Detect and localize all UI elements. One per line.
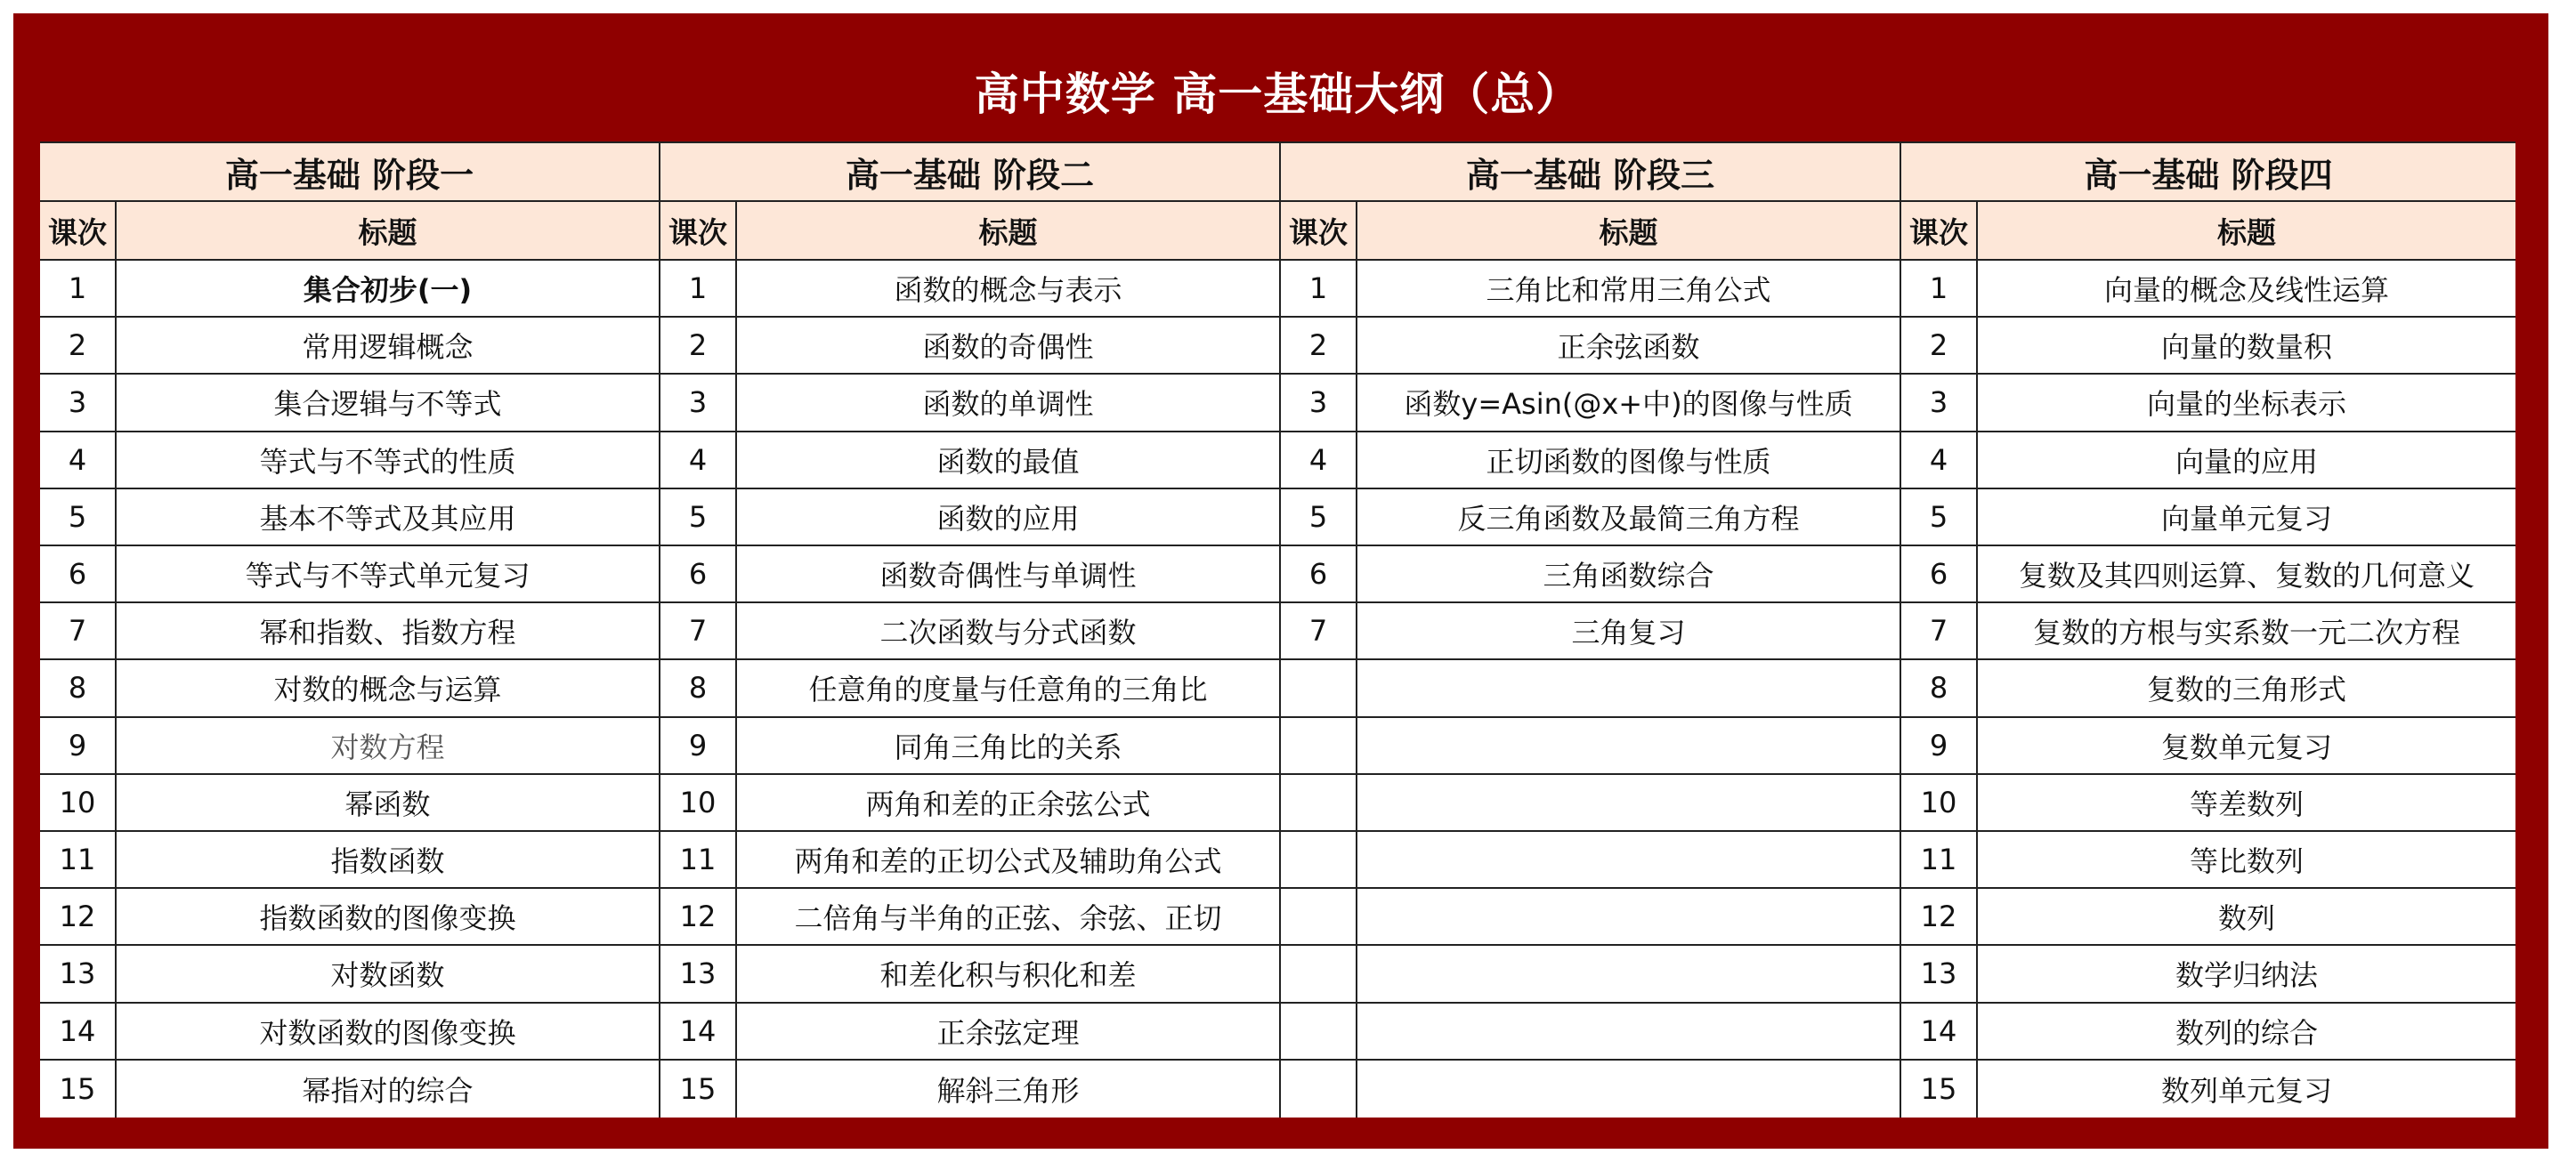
stage-1-lesson-cell-group bbox=[40, 889, 660, 946]
table-row bbox=[40, 261, 2515, 318]
lesson-number: 4 bbox=[660, 432, 737, 489]
lesson-number: 7 bbox=[660, 603, 737, 660]
stage-3-lesson-cell-group bbox=[1281, 261, 1901, 318]
lesson-number: 13 bbox=[40, 946, 117, 1003]
stage-3-lesson-cell-group bbox=[1281, 1004, 1901, 1061]
table-title: 高中数学 高一基础大纲（总） bbox=[40, 39, 2515, 143]
table-row bbox=[40, 489, 2515, 546]
table-row bbox=[40, 546, 2515, 603]
lesson-number: 13 bbox=[1901, 946, 1978, 1003]
stage-2-lesson-cell-group bbox=[660, 489, 1281, 546]
lesson-title: 任意角的度量与任意角的三角比 bbox=[737, 660, 1279, 717]
lesson-number: 6 bbox=[1281, 546, 1357, 603]
lesson-number: 14 bbox=[40, 1004, 117, 1061]
table-row bbox=[40, 318, 2515, 375]
lesson-number: 15 bbox=[1901, 1061, 1978, 1118]
lesson-number bbox=[1281, 832, 1357, 889]
stage-3-lesson-cell-group bbox=[1281, 318, 1901, 375]
stage-2-lesson-cell-group bbox=[660, 889, 1281, 946]
lesson-number: 3 bbox=[40, 375, 117, 432]
lesson-number: 1 bbox=[660, 261, 737, 318]
stage-3-lesson-cell-group bbox=[1281, 832, 1901, 889]
lesson-number: 1 bbox=[1281, 261, 1357, 318]
lesson-title: 数列单元复习 bbox=[2160, 1073, 2332, 1108]
stage-3-lesson-cell-group bbox=[1281, 546, 1901, 603]
lesson-number: 10 bbox=[40, 775, 117, 832]
lesson-number: 9 bbox=[1901, 718, 1978, 775]
stage-3-lesson-cell-group bbox=[1281, 1061, 1901, 1118]
lesson-title: 指数函数 bbox=[117, 832, 659, 889]
lesson-number: 12 bbox=[660, 889, 737, 946]
lesson-title: 向量的坐标表示 bbox=[1978, 375, 2515, 432]
stage-1-lesson-cell-group bbox=[40, 775, 660, 832]
lesson-number: 9 bbox=[660, 718, 737, 775]
lesson-number: 6 bbox=[1901, 546, 1978, 603]
syllabus-table bbox=[40, 39, 2515, 1118]
lesson-number bbox=[1281, 1061, 1357, 1118]
table-row bbox=[40, 603, 2515, 660]
lesson-title: 两角和差的正切公式及辅助角公式 bbox=[737, 832, 1279, 889]
lesson-number bbox=[1281, 660, 1357, 717]
lesson-number-header: 课次 bbox=[660, 202, 737, 261]
stage-2-lesson-cell-group bbox=[660, 832, 1281, 889]
table-row bbox=[40, 1061, 2515, 1118]
stage-3-lesson-cell-group bbox=[1281, 432, 1901, 489]
lesson-number: 5 bbox=[1281, 489, 1357, 546]
table-row bbox=[40, 775, 2515, 832]
table-row bbox=[40, 889, 2515, 946]
stage-1-lesson-cell-group bbox=[40, 832, 660, 889]
lesson-title bbox=[1357, 1061, 1900, 1118]
lesson-title: 等比数列 bbox=[1978, 832, 2515, 889]
lesson-number-header: 课次 bbox=[1281, 202, 1357, 261]
lesson-number: 10 bbox=[1901, 775, 1978, 832]
lesson-number bbox=[1281, 889, 1357, 946]
table-row bbox=[40, 718, 2515, 775]
lesson-title: 幂函数 bbox=[117, 775, 659, 832]
lesson-number: 9 bbox=[40, 718, 117, 775]
lesson-number: 14 bbox=[1901, 1004, 1978, 1061]
lesson-number: 6 bbox=[40, 546, 117, 603]
document-frame bbox=[13, 13, 2548, 1149]
lesson-title: 数列 bbox=[1978, 889, 2515, 946]
table-row bbox=[40, 946, 2515, 1003]
lesson-number: 4 bbox=[1281, 432, 1357, 489]
lesson-title bbox=[1357, 889, 1900, 946]
lesson-number: 5 bbox=[40, 489, 117, 546]
lesson-number: 3 bbox=[1281, 375, 1357, 432]
lesson-number: 7 bbox=[1901, 603, 1978, 660]
lesson-title: 函数的最值 bbox=[737, 432, 1279, 489]
table-row bbox=[40, 375, 2515, 432]
column-header-row bbox=[40, 202, 2515, 261]
stage-2-lesson-cell-group bbox=[660, 432, 1281, 489]
stage-4-lesson-cell-group bbox=[1901, 489, 2515, 546]
lesson-number: 5 bbox=[660, 489, 737, 546]
lesson-title: 等式与不等式的性质 bbox=[117, 432, 659, 489]
lesson-title: 同角三角比的关系 bbox=[737, 718, 1279, 775]
lesson-title: 复数的方根与实系数一元二次方程 bbox=[1978, 603, 2515, 660]
stage-1-lesson-cell-group bbox=[40, 660, 660, 717]
lesson-title bbox=[1357, 775, 1900, 832]
lesson-number: 12 bbox=[40, 889, 117, 946]
lesson-number: 12 bbox=[1901, 889, 1978, 946]
lesson-title bbox=[1357, 946, 1900, 1003]
lesson-title: 解斜三角形 bbox=[936, 1073, 1080, 1108]
stage-1-lesson-cell-group bbox=[40, 1004, 660, 1061]
lesson-number bbox=[1281, 946, 1357, 1003]
stage-1-lesson-cell-group bbox=[40, 318, 660, 375]
stage-2-lesson-cell-group bbox=[660, 318, 1281, 375]
lesson-title: 函数奇偶性与单调性 bbox=[737, 546, 1279, 603]
stage-header-4: 高一基础 阶段四 bbox=[1901, 143, 2515, 202]
lesson-number: 5 bbox=[1901, 489, 1978, 546]
stage-2-lesson-cell-group bbox=[660, 946, 1281, 1003]
lesson-number: 1 bbox=[1901, 261, 1978, 318]
lesson-title-header: 标题 bbox=[1357, 202, 1900, 261]
lesson-number-header: 课次 bbox=[40, 202, 117, 261]
lesson-number: 4 bbox=[1901, 432, 1978, 489]
stage-2-lesson-cell-group bbox=[660, 775, 1281, 832]
stage-1-lesson-cell-group bbox=[40, 1061, 660, 1118]
lesson-title: 和差化积与积化和差 bbox=[737, 946, 1279, 1003]
lesson-title-header: 标题 bbox=[737, 202, 1279, 261]
lesson-number: 1 bbox=[40, 261, 117, 318]
lesson-number: 10 bbox=[660, 775, 737, 832]
stage-1-lesson-cell-group bbox=[40, 489, 660, 546]
stage-3-lesson-cell-group bbox=[1281, 660, 1901, 717]
stage-3-lesson-cell-group bbox=[1281, 603, 1901, 660]
stage-2-lesson-cell-group bbox=[660, 718, 1281, 775]
lesson-title: 对数函数 bbox=[117, 946, 659, 1003]
lesson-title: 等差数列 bbox=[1978, 775, 2515, 832]
stage-3-lesson-cell-group bbox=[1281, 375, 1901, 432]
lesson-number bbox=[1281, 775, 1357, 832]
stage-2-lesson-cell-group bbox=[660, 1061, 1281, 1118]
lesson-title: 常用逻辑概念 bbox=[117, 318, 659, 375]
lesson-number: 3 bbox=[660, 375, 737, 432]
lesson-number: 2 bbox=[1281, 318, 1357, 375]
lesson-number: 14 bbox=[660, 1004, 737, 1061]
lesson-title: 复数及其四则运算、复数的几何意义 bbox=[1978, 546, 2515, 603]
stage-1-lesson-cell-group bbox=[40, 546, 660, 603]
column-header-group-1 bbox=[40, 202, 660, 261]
lesson-title: 三角比和常用三角公式 bbox=[1357, 261, 1900, 318]
stage-4-lesson-cell-group bbox=[1901, 318, 2515, 375]
lesson-number: 2 bbox=[40, 318, 117, 375]
stage-2-lesson-cell-group bbox=[660, 1004, 1281, 1061]
lesson-title: 函数的概念与表示 bbox=[737, 261, 1279, 318]
lesson-title: 等式与不等式单元复习 bbox=[117, 546, 659, 603]
lesson-number: 3 bbox=[1901, 375, 1978, 432]
lesson-number: 7 bbox=[40, 603, 117, 660]
stage-4-lesson-cell-group bbox=[1901, 261, 2515, 318]
lesson-number: 6 bbox=[660, 546, 737, 603]
stage-4-lesson-cell-group bbox=[1901, 546, 2515, 603]
stage-1-lesson-cell-group bbox=[40, 375, 660, 432]
lesson-title: 反三角函数及最简三角方程 bbox=[1357, 489, 1900, 546]
stage-4-lesson-cell-group bbox=[1901, 1004, 2515, 1061]
table-row bbox=[40, 660, 2515, 717]
lesson-title: 二次函数与分式函数 bbox=[737, 603, 1279, 660]
stage-3-lesson-cell-group bbox=[1281, 489, 1901, 546]
lesson-title: 幂指对的综合 bbox=[302, 1073, 474, 1108]
stage-2-lesson-cell-group bbox=[660, 603, 1281, 660]
stage-4-lesson-cell-group bbox=[1901, 889, 2515, 946]
lesson-number: 2 bbox=[1901, 318, 1978, 375]
stage-4-lesson-cell-group bbox=[1901, 660, 2515, 717]
column-header-group-2 bbox=[660, 202, 1281, 261]
lesson-title: 复数单元复习 bbox=[1978, 718, 2515, 775]
stage-4-lesson-cell-group bbox=[1901, 775, 2515, 832]
lesson-title: 向量的应用 bbox=[1978, 432, 2515, 489]
table-row bbox=[40, 432, 2515, 489]
lesson-number: 15 bbox=[660, 1061, 737, 1118]
lesson-number: 11 bbox=[1901, 832, 1978, 889]
stage-1-lesson-cell-group bbox=[40, 603, 660, 660]
lesson-title-header: 标题 bbox=[1978, 202, 2515, 261]
stage-2-lesson-cell-group bbox=[660, 546, 1281, 603]
lesson-title-header: 标题 bbox=[117, 202, 659, 261]
stage-2-lesson-cell-group bbox=[660, 660, 1281, 717]
lesson-title: 向量的概念及线性运算 bbox=[1978, 261, 2515, 318]
lesson-title: 对数方程 bbox=[117, 718, 659, 775]
lesson-title: 向量的数量积 bbox=[1978, 318, 2515, 375]
stage-1-lesson-cell-group bbox=[40, 432, 660, 489]
lesson-number: 11 bbox=[660, 832, 737, 889]
lesson-title: 函数的单调性 bbox=[737, 375, 1279, 432]
lesson-number: 13 bbox=[660, 946, 737, 1003]
table-row bbox=[40, 832, 2515, 889]
lesson-title: 数列的综合 bbox=[1978, 1004, 2515, 1061]
stage-2-lesson-cell-group bbox=[660, 375, 1281, 432]
lesson-number: 2 bbox=[660, 318, 737, 375]
lesson-title: 集合逻辑与不等式 bbox=[117, 375, 659, 432]
lesson-number: 8 bbox=[40, 660, 117, 717]
lesson-number: 8 bbox=[1901, 660, 1978, 717]
lesson-number bbox=[1281, 1004, 1357, 1061]
stage-header-3: 高一基础 阶段三 bbox=[1281, 143, 1901, 202]
lesson-title: 基本不等式及其应用 bbox=[117, 489, 659, 546]
lesson-title: 三角复习 bbox=[1357, 603, 1900, 660]
lesson-title bbox=[1357, 718, 1900, 775]
lesson-title bbox=[1357, 832, 1900, 889]
stage-4-lesson-cell-group bbox=[1901, 946, 2515, 1003]
lesson-title bbox=[1357, 1004, 1900, 1061]
lesson-title: 数学归纳法 bbox=[1978, 946, 2515, 1003]
stage-header-2: 高一基础 阶段二 bbox=[660, 143, 1281, 202]
lesson-title: 指数函数的图像变换 bbox=[117, 889, 659, 946]
lesson-title: 二倍角与半角的正弦、余弦、正切 bbox=[737, 889, 1279, 946]
lesson-title: 正余弦定理 bbox=[737, 1004, 1279, 1061]
stage-header-1: 高一基础 阶段一 bbox=[40, 143, 660, 202]
lesson-title: 正切函数的图像与性质 bbox=[1357, 432, 1900, 489]
lesson-number: 11 bbox=[40, 832, 117, 889]
lesson-number: 15 bbox=[40, 1061, 117, 1118]
lesson-title: 复数的三角形式 bbox=[1978, 660, 2515, 717]
lesson-number bbox=[1281, 718, 1357, 775]
stage-4-lesson-cell-group bbox=[1901, 375, 2515, 432]
stage-4-lesson-cell-group bbox=[1901, 832, 2515, 889]
lesson-title: 幂和指数、指数方程 bbox=[117, 603, 659, 660]
lesson-title: 函数的应用 bbox=[737, 489, 1279, 546]
lesson-title: 集合初步(一) bbox=[117, 261, 659, 318]
stage-header-row bbox=[40, 143, 2515, 202]
stage-3-lesson-cell-group bbox=[1281, 718, 1901, 775]
stage-2-lesson-cell-group bbox=[660, 261, 1281, 318]
stage-4-lesson-cell-group bbox=[1901, 603, 2515, 660]
lesson-number: 8 bbox=[660, 660, 737, 717]
lesson-title: 对数的概念与运算 bbox=[117, 660, 659, 717]
stage-4-lesson-cell-group bbox=[1901, 432, 2515, 489]
stage-3-lesson-cell-group bbox=[1281, 946, 1901, 1003]
stage-4-lesson-cell-group bbox=[1901, 718, 2515, 775]
lesson-title: 正余弦函数 bbox=[1357, 318, 1900, 375]
stage-3-lesson-cell-group bbox=[1281, 775, 1901, 832]
lesson-title bbox=[1357, 660, 1900, 717]
lesson-title: 三角函数综合 bbox=[1357, 546, 1900, 603]
column-header-group-3 bbox=[1281, 202, 1901, 261]
lesson-title: 函数y=Asin(@x+中)的图像与性质 bbox=[1357, 375, 1900, 432]
stage-1-lesson-cell-group bbox=[40, 718, 660, 775]
lesson-title: 两角和差的正余弦公式 bbox=[737, 775, 1279, 832]
stage-1-lesson-cell-group bbox=[40, 946, 660, 1003]
column-header-group-4 bbox=[1901, 202, 2515, 261]
lesson-title: 函数的奇偶性 bbox=[737, 318, 1279, 375]
lesson-number-header: 课次 bbox=[1901, 202, 1978, 261]
table-row bbox=[40, 1004, 2515, 1061]
lesson-title: 对数函数的图像变换 bbox=[117, 1004, 659, 1061]
stage-1-lesson-cell-group bbox=[40, 261, 660, 318]
stage-3-lesson-cell-group bbox=[1281, 889, 1901, 946]
stage-4-lesson-cell-group bbox=[1901, 1061, 2515, 1118]
lesson-number: 4 bbox=[40, 432, 117, 489]
lesson-number: 7 bbox=[1281, 603, 1357, 660]
lesson-title: 向量单元复习 bbox=[1978, 489, 2515, 546]
